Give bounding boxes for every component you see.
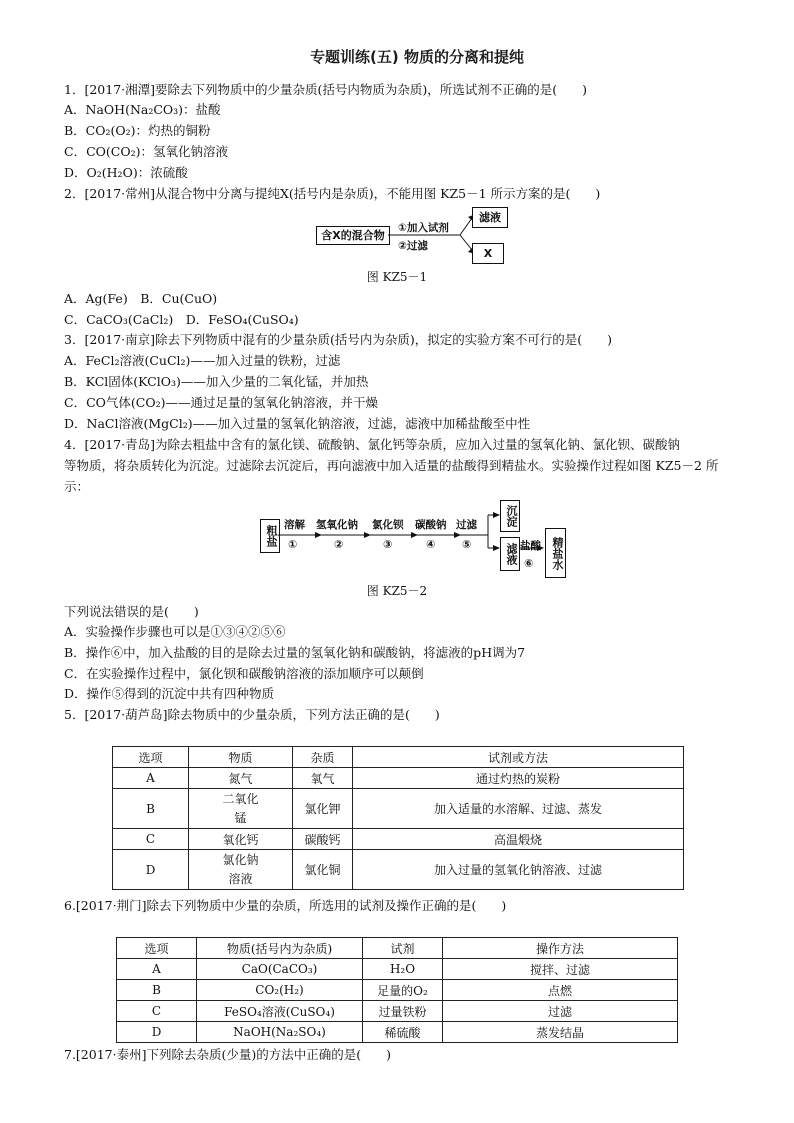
table-cell: 氯化钠溶液 [189, 850, 293, 890]
table-row [113, 789, 684, 829]
table-cell: 过量铁粉 [363, 1001, 443, 1022]
table-cell: B [117, 980, 197, 1001]
step-bacl2-label: 氯化钡 [372, 519, 404, 531]
q2-stem: 2．[2017·常州]从混合物中分离与提纯X(括号内是杂质)，不能用图 KZ5－1 所示方案的是( ) [64, 186, 601, 201]
q3-option-b: B．KCl固体(KClO₃)——加入少量的二氧化锰，并加热 [64, 374, 369, 389]
q5-header-impurity: 杂质 [293, 747, 353, 768]
table-row [117, 1022, 678, 1043]
q2-options-ab: A．Ag(Fe) B．Cu(CuO) [64, 291, 218, 306]
table-row [117, 959, 678, 980]
q3-stem: 3．[2017·南京]除去下列物质中混有的少量杂质(括号内为杂质)，拟定的实验方案不可行的是( ) [64, 332, 612, 347]
table-cell: CaO(CaCO₃) [197, 959, 363, 980]
q3-option-a: A．FeCl₂溶液(CuCl₂)——加入过量的铁粉，过滤 [64, 353, 341, 368]
q5-header-row [113, 747, 684, 768]
step-num-2: ② [334, 538, 344, 551]
filtrate-box-2: 滤液 [500, 537, 520, 571]
table-row [117, 980, 678, 1001]
step-num-4: ④ [426, 538, 436, 551]
q5-header-method: 试剂或方法 [353, 747, 684, 768]
table-row [117, 1001, 678, 1022]
q4-stem-line3: 示： [64, 479, 90, 494]
q4-ask: 下列说法错误的是( ) [64, 604, 199, 619]
table-cell: 氧气 [293, 768, 353, 789]
step-add-reagent-label: ①加入试剂 [398, 222, 449, 234]
q1-option-c: C．CO(CO₂)：氢氧化钠溶液 [64, 144, 228, 159]
table-cell: A [117, 959, 197, 980]
q6-header-substance: 物质(括号内为杂质) [197, 938, 363, 959]
q5-header-option: 选项 [113, 747, 189, 768]
table-cell: 稀硫酸 [363, 1022, 443, 1043]
q6-stem: 6.[2017·荆门]除去下列物质中少量的杂质，所选用的试剂及操作正确的是( ) [64, 898, 507, 913]
x-box: X [472, 243, 504, 264]
q6-header-option: 选项 [117, 938, 197, 959]
table-cell: D [113, 850, 189, 890]
table-cell: 二氧化锰 [189, 789, 293, 829]
table-row [113, 768, 684, 789]
q4-option-d: D．操作⑤得到的沉淀中共有四种物质 [64, 686, 275, 701]
q7-stem: 7.[2017·泰州]下列除去杂质(少量)的方法中正确的是( ) [64, 1047, 391, 1062]
table-cell: 氧化钙 [189, 829, 293, 850]
table-cell: 高温煅烧 [353, 829, 684, 850]
table-row [113, 829, 684, 850]
q4-stem-line1: 4．[2017·青岛]为除去粗盐中含有的氯化镁、硫酸钠、氯化钙等杂质，应加入过量的氢氧化钠、氯化钡、碳酸钠 [64, 437, 680, 452]
q5-table [112, 746, 684, 890]
step-dissolve-label: 溶解 [284, 519, 305, 531]
table-cell: B [113, 789, 189, 829]
q1-stem: 1．[2017·湘潭]要除去下列物质中的少量杂质(括号内物质为杂质)，所选试剂不正确的是( ) [64, 82, 587, 97]
coarse-salt-box: 粗盐 [260, 519, 280, 553]
table-cell: 加入过量的氢氧化钠溶液、过滤 [353, 850, 684, 890]
q1-option-b: B．CO₂(O₂)：灼热的铜粉 [64, 123, 211, 138]
q4-option-c: C．在实验操作过程中，氯化钡和碳酸钠溶液的添加顺序可以颠倒 [64, 666, 424, 681]
table-cell: C [117, 1001, 197, 1022]
table-cell: A [113, 768, 189, 789]
step-na2co3-label: 碳酸钠 [415, 519, 447, 531]
q4-stem-line2: 等物质，将杂质转化为沉淀。过滤除去沉淀后，再向滤液中加入适量的盐酸得到精盐水。实验操作过程如图 KZ5－2 所 [64, 458, 719, 473]
q6-table [116, 937, 678, 1043]
page-title: 专题训练(五) 物质的分离和提纯 [310, 48, 524, 66]
table-cell: 搅拌、过滤 [443, 959, 678, 980]
caption-kz5-1: 图 KZ5－1 [366, 270, 428, 284]
q1-option-d: D．O₂(H₂O)：浓硫酸 [64, 165, 188, 180]
filtrate-box: 滤液 [472, 207, 508, 228]
q3-option-d: D．NaCl溶液(MgCl₂)——加入过量的氢氧化钠溶液，过滤，滤液中加稀盐酸至中性 [64, 416, 531, 431]
step-filter2-label: 过滤 [456, 519, 477, 531]
q5-stem: 5．[2017·葫芦岛]除去物质中的少量杂质，下列方法正确的是( ) [64, 707, 440, 722]
q2-options-cd: C．CaCO₃(CaCl₂) D．FeSO₄(CuSO₄) [64, 312, 299, 327]
table-cell: 点燃 [443, 980, 678, 1001]
table-cell: 足量的O₂ [363, 980, 443, 1001]
table-row [113, 850, 684, 890]
q6-header-row [117, 938, 678, 959]
table-cell: C [113, 829, 189, 850]
table-cell: NaOH(Na₂SO₄) [197, 1022, 363, 1043]
table-cell: 碳酸钙 [293, 829, 353, 850]
table-cell: 通过灼热的炭粉 [353, 768, 684, 789]
table-cell: 氯化钾 [293, 789, 353, 829]
q4-option-b: B．操作⑥中，加入盐酸的目的是除去过量的氢氧化钠和碳酸钠，将滤液的pH调为7 [64, 645, 526, 660]
precipitate-box: 沉淀 [500, 500, 520, 532]
table-cell: 蒸发结晶 [443, 1022, 678, 1043]
refined-brine-box: 精盐水 [545, 528, 566, 578]
table-cell: 氮气 [189, 768, 293, 789]
table-cell: 过滤 [443, 1001, 678, 1022]
step-acid-label: 盐酸 [520, 540, 541, 552]
step-filter-label: ②过滤 [398, 240, 428, 252]
q5-header-substance: 物质 [189, 747, 293, 768]
table-cell: CO₂(H₂) [197, 980, 363, 1001]
table-cell: FeSO₄溶液(CuSO₄) [197, 1001, 363, 1022]
q3-option-c: C．CO气体(CO₂)——通过足量的氢氧化钠溶液，并干燥 [64, 395, 378, 410]
table-cell: 加入适量的水溶解、过滤、蒸发 [353, 789, 684, 829]
step-num-5: ⑤ [462, 538, 472, 551]
mixture-box: 含X的混合物 [316, 226, 390, 245]
caption-kz5-2: 图 KZ5－2 [366, 584, 428, 598]
q6-header-operation: 操作方法 [443, 938, 678, 959]
step-num-3: ③ [383, 538, 393, 551]
q6-header-reagent: 试剂 [363, 938, 443, 959]
q1-option-a: A．NaOH(Na₂CO₃)：盐酸 [64, 102, 221, 117]
table-cell: H₂O [363, 959, 443, 980]
step-naoh-label: 氢氧化钠 [316, 519, 358, 531]
table-cell: 氯化铜 [293, 850, 353, 890]
step-num-1: ① [288, 538, 298, 551]
q4-option-a: A．实验操作步骤也可以是①③④②⑤⑥ [64, 624, 286, 639]
step-num-6: ⑥ [524, 557, 534, 570]
table-cell: D [117, 1022, 197, 1043]
